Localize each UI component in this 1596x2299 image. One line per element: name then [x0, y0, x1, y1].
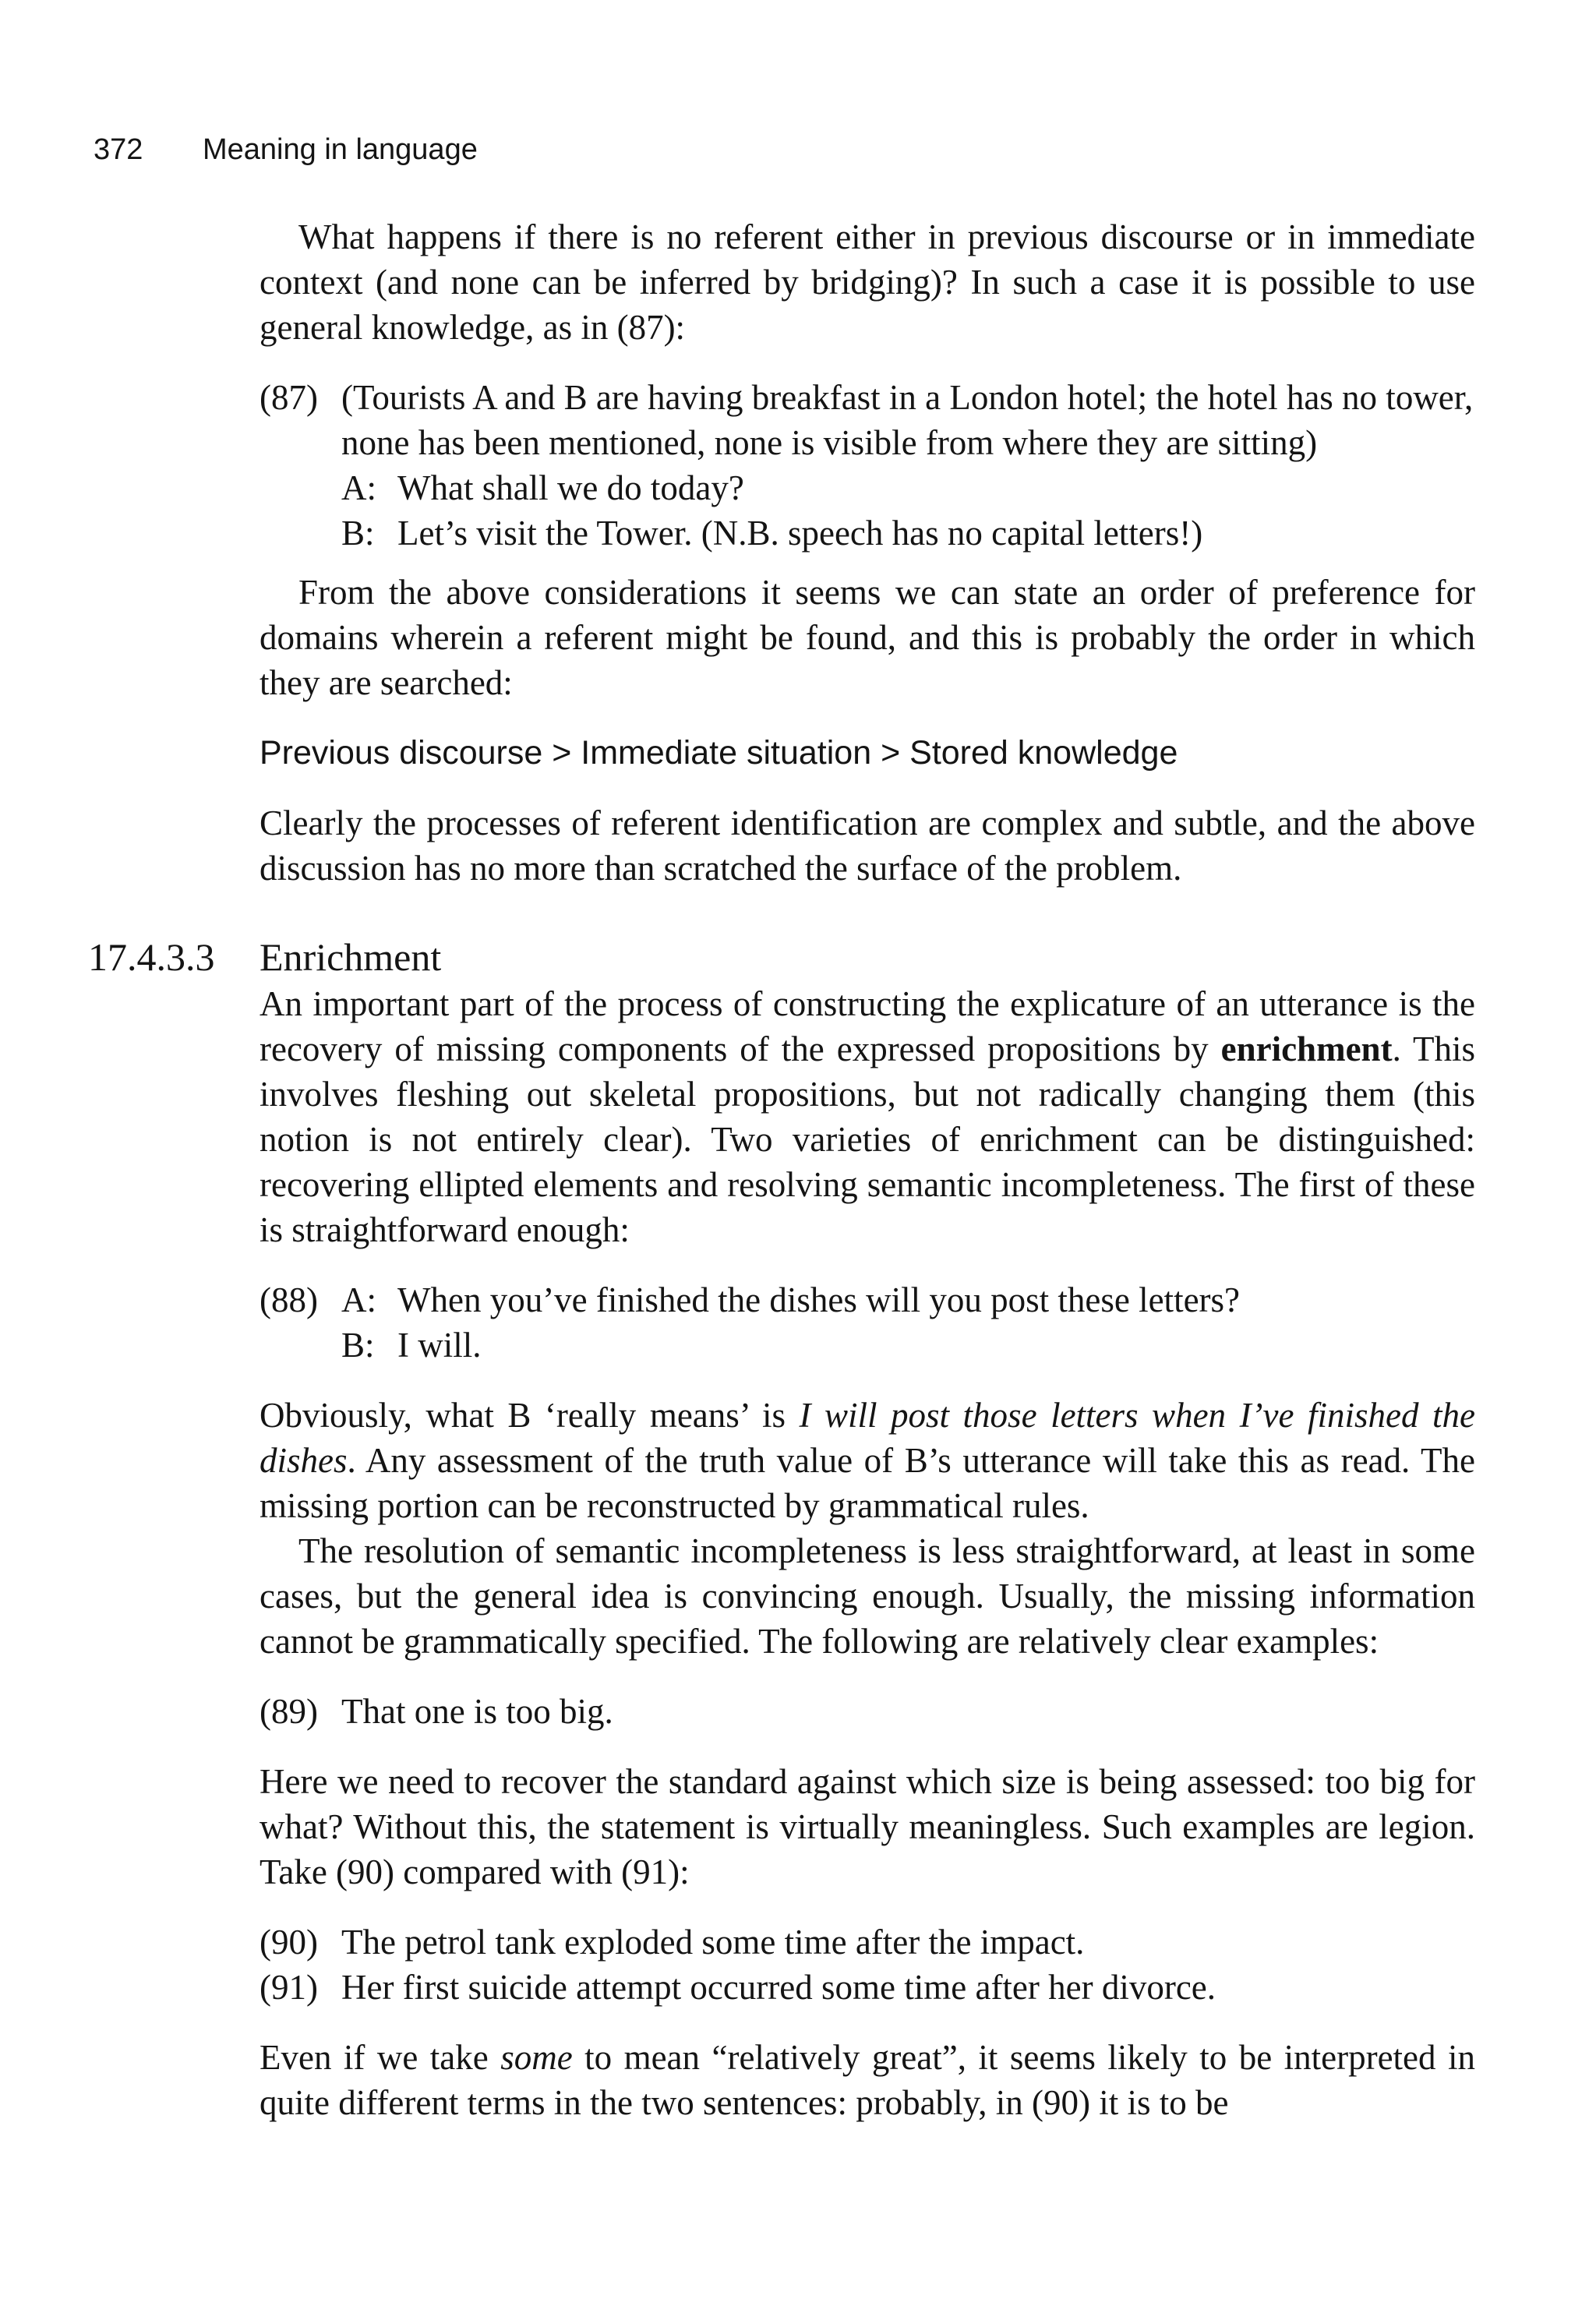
page-body [88, 214, 1475, 2125]
example-number: (90) [260, 1923, 318, 1962]
example-text: That one is too big. [341, 1692, 613, 1731]
example-88 [260, 1277, 1475, 1368]
section-title: Enrichment [260, 935, 442, 979]
example-89 [260, 1689, 1475, 1734]
section-heading [88, 933, 1475, 981]
dialogue-turn-b [341, 510, 1475, 556]
section-number: 17.4.3.3 [88, 935, 215, 979]
example-91 [260, 1965, 1475, 2010]
text-run: . Any assessment of the truth value of B’s utterance will take this as read. The missing portion can be reconstructed by grammatical rules. [260, 1441, 1475, 1525]
dialogue-turn-b [341, 1323, 1475, 1368]
speaker-label: A: [341, 1280, 376, 1319]
example-number: (89) [260, 1692, 318, 1731]
paragraph-order-of-preference: From the above considerations it seems we can state an order of preference for domains wherein a referent might be found, and this is probably the order in which they are searched: [260, 573, 1475, 702]
dialogue-text: When you’ve finished the dishes will you post these letters? [397, 1280, 1241, 1319]
paragraph-referent-identification: Clearly the processes of referent identification are complex and subtle, and the above discussion has no more than scratched the surface of the problem. [260, 803, 1475, 888]
example-body [341, 1277, 1475, 1368]
paragraph-relatively-great [260, 2035, 1475, 2125]
text-run: An important part of the process of constructing the explicature of an utterance is the recovery of missing components of the expressed propositions by [260, 984, 1475, 1068]
page-number: 372 [94, 133, 143, 166]
paragraph-referent-no-context: What happens if there is no referent either in previous discourse or in immediate context (and none can be inferred by bridging)? In such a case it is possible to use general knowledge, as in (87): [260, 217, 1475, 347]
dialogue-turn-a [341, 465, 1475, 510]
italic-paraphrase: I will post those letters when I’ve finished the dishes [260, 1396, 1475, 1480]
dialogue-text: Let’s visit the Tower. (N.B. speech has no capital letters!) [397, 514, 1203, 553]
example-87 [260, 375, 1475, 556]
example-90 [260, 1919, 1475, 1965]
dialogue-text: I will. [397, 1326, 482, 1365]
dialogue-text: What shall we do today? [397, 468, 744, 507]
text-run: Even if we take [260, 2038, 501, 2077]
example-number: (87) [260, 378, 318, 417]
speaker-label: B: [341, 1326, 375, 1365]
text-run: Obviously, what B ‘really means’ is [260, 1396, 800, 1435]
paragraph-semantic-incompleteness: The resolution of semantic incompleteness is less straightforward, at least in some cases, but the general idea is convincing enough. Usually, the missing information cannot be grammatically specified. The following are relatively clear examples: [260, 1531, 1475, 1661]
example-body [341, 375, 1475, 556]
speaker-label: B: [341, 514, 375, 553]
dialogue-turn-a [341, 1277, 1475, 1323]
example-text: Her first suicide attempt occurred some time after her divorce. [341, 1968, 1216, 2007]
running-head [94, 131, 478, 168]
paragraph-standard-of-size: Here we need to recover the standard against which size is being assessed: too big for what? Without this, the statement is virtually meaningless. Such examples are legion. Take (90) compared with (91): [260, 1762, 1475, 1891]
text-run: . This involves fleshing out skeletal propositions, but not radically changing them (this notion is not entirely clear). Two varieties of enrichment can be distinguished: recovering ellipted elements and resolving semantic incompleteness. The first of these is straightforward enough: [260, 1029, 1475, 1249]
example-number: (91) [260, 1968, 318, 2007]
text-run: to mean “relatively great”, it seems likely to be interpreted in quite different terms in the two sentences: probably, in (90) it is to be [260, 2038, 1475, 2122]
paragraph-enrichment-intro [260, 981, 1475, 1252]
domain-hierarchy: Previous discourse > Immediate situation > Stored knowledge [260, 734, 1178, 772]
italic-term: some [500, 2038, 573, 2077]
paragraph-really-means [260, 1393, 1475, 1528]
example-text: The petrol tank exploded some time after the impact. [341, 1923, 1085, 1962]
speaker-label: A: [341, 468, 376, 507]
running-title: Meaning in language [203, 133, 478, 166]
key-term: enrichment [1220, 1029, 1393, 1068]
example-number: (88) [260, 1280, 318, 1319]
example-context: (Tourists A and B are having breakfast in a London hotel; the hotel has no tower, none has been mentioned, none is visible from where they are sitting) [341, 378, 1474, 462]
